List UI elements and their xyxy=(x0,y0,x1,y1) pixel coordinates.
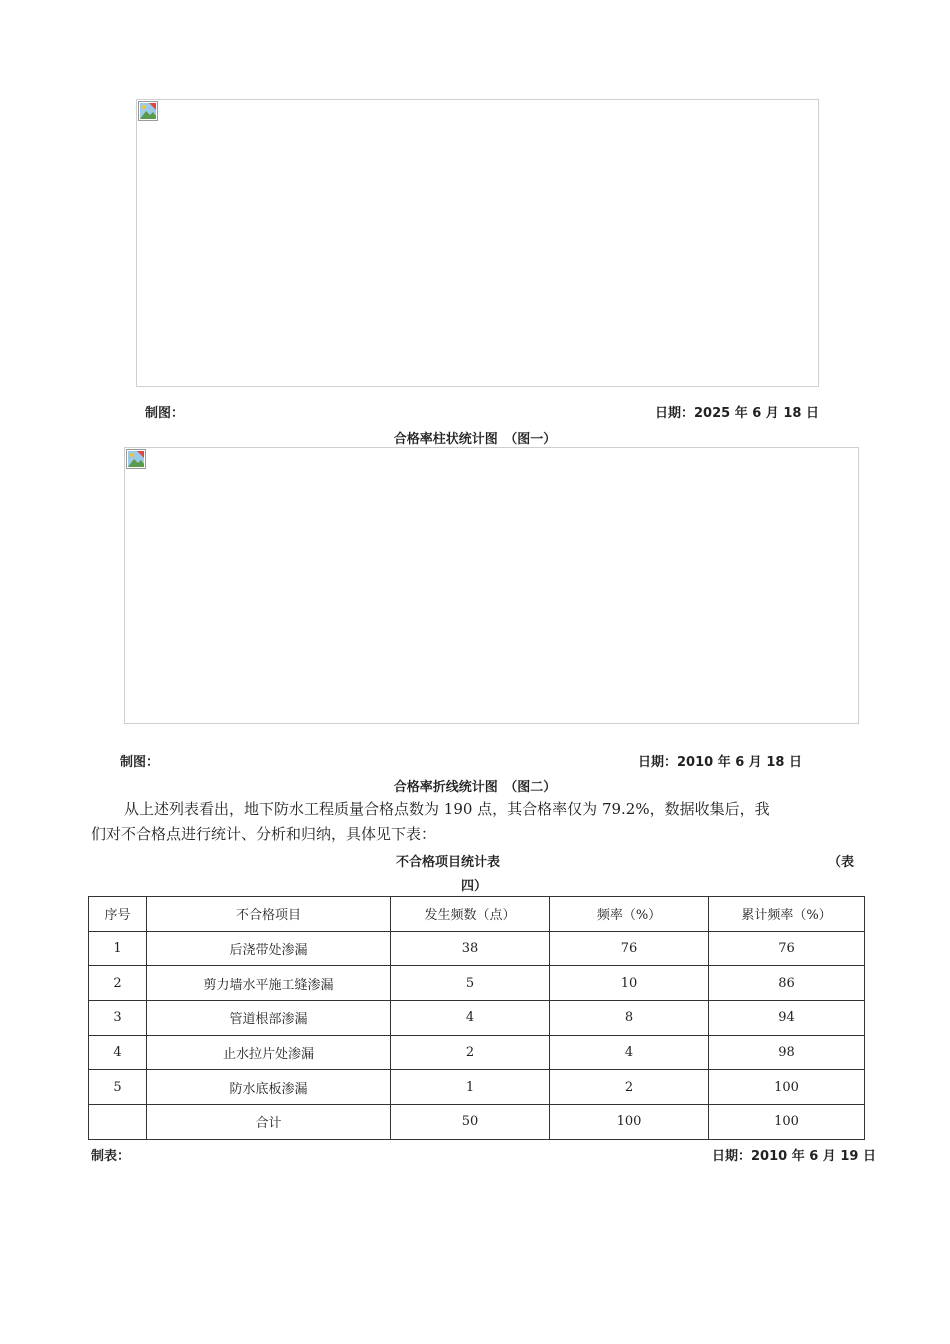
broken-image-icon xyxy=(138,101,158,121)
table-cell: 98 xyxy=(709,1035,865,1070)
table-number-continued: 四） xyxy=(461,879,488,894)
table-cell: 50 xyxy=(391,1105,550,1140)
table-cell: 100 xyxy=(709,1070,865,1105)
table-header: 累计频率（%） xyxy=(709,897,865,932)
table-cell: 5 xyxy=(89,1070,147,1105)
table-cell: 5 xyxy=(391,966,550,1001)
table-row xyxy=(89,931,865,966)
table-total-row xyxy=(89,1105,865,1140)
table-header-row xyxy=(89,897,865,932)
table-maker-label: 制表： xyxy=(91,1149,131,1164)
figure1-date-label: 日期：2025 年 6 月 18 日 xyxy=(655,406,819,421)
table-cell: 100 xyxy=(550,1105,709,1140)
table-cell: 剪力墙水平施工缝渗漏 xyxy=(147,966,391,1001)
table-cell: 防水底板渗漏 xyxy=(147,1070,391,1105)
chart-image-2 xyxy=(124,447,859,724)
table-row xyxy=(89,1070,865,1105)
table-cell: 止水拉片处渗漏 xyxy=(147,1035,391,1070)
table-cell: 100 xyxy=(709,1105,865,1140)
table-header: 频率（%） xyxy=(550,897,709,932)
body-paragraph-line1: 从上述列表看出，地下防水工程质量合格点数为 190 点，其合格率仅为 79.2%，数据收集后，我 xyxy=(124,800,770,818)
table-cell: 76 xyxy=(709,931,865,966)
table-cell: 38 xyxy=(391,931,550,966)
chart-image-1 xyxy=(136,99,819,387)
broken-image-icon xyxy=(126,449,146,469)
table-cell: 2 xyxy=(391,1035,550,1070)
table-cell: 8 xyxy=(550,1001,709,1036)
table-cell: 管道根部渗漏 xyxy=(147,1001,391,1036)
table-cell: 86 xyxy=(709,966,865,1001)
table-cell xyxy=(89,1105,147,1140)
table-cell: 合计 xyxy=(147,1105,391,1140)
table-header: 不合格项目 xyxy=(147,897,391,932)
table-cell: 10 xyxy=(550,966,709,1001)
table-cell: 后浇带处渗漏 xyxy=(147,931,391,966)
figure1-caption: 合格率柱状统计图 （图一） xyxy=(393,432,557,447)
figure1-maker-label: 制图： xyxy=(145,406,185,421)
nonconformance-table xyxy=(88,896,865,1140)
table-cell: 1 xyxy=(391,1070,550,1105)
table-cell: 94 xyxy=(709,1001,865,1036)
table-cell: 4 xyxy=(89,1035,147,1070)
table-header: 序号 xyxy=(89,897,147,932)
table-title: 不合格项目统计表 xyxy=(396,855,501,870)
table-row xyxy=(89,1035,865,1070)
table-row xyxy=(89,1001,865,1036)
table-row xyxy=(89,966,865,1001)
table-cell: 3 xyxy=(89,1001,147,1036)
table-cell: 4 xyxy=(550,1035,709,1070)
table-cell: 2 xyxy=(550,1070,709,1105)
table-cell: 2 xyxy=(89,966,147,1001)
table-number: （表 xyxy=(828,855,855,870)
table-cell: 4 xyxy=(391,1001,550,1036)
figure2-caption: 合格率折线统计图 （图二） xyxy=(393,780,557,795)
table-cell: 1 xyxy=(89,931,147,966)
table-header: 发生频数（点） xyxy=(391,897,550,932)
table-cell: 76 xyxy=(550,931,709,966)
figure2-maker-label: 制图： xyxy=(120,755,160,770)
table-date-label: 日期：2010 年 6 月 19 日 xyxy=(712,1149,876,1164)
body-paragraph-line2: 们对不合格点进行统计、分析和归纳，具体见下表： xyxy=(91,825,437,843)
figure2-date-label: 日期：2010 年 6 月 18 日 xyxy=(638,755,802,770)
